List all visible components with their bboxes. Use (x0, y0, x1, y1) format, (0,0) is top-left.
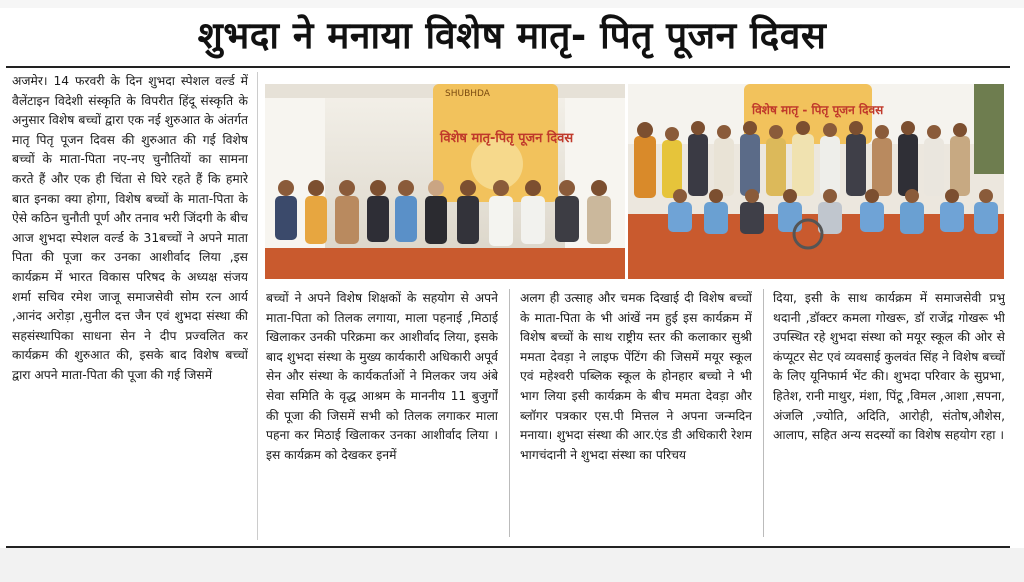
banner-text-2: विशेष मातृ - पितृ पूजन दिवस (752, 103, 884, 117)
event-photo-1-art (265, 84, 625, 279)
article-column-1-text: अजमेर। 14 फरवरी के दिन शुभदा स्पेशल वर्ल्ड में वैलेंटाइन विदेशी संस्कृति के विपरीत हिंदू संस्कृति के अनुसार विशेष बच्चों द्वारा एक नई शुरुआत के अंतर्गत मातृ पितृ पूजन दिवस की शुरुआत की गई विशेष बच्चों के माता-पिता नए-नए चुनौतियों का सामना करते हैं और एक ही चिंता से घिरे रहते हैं कि हमारे बात इनका क्या होगा, विशेष बच्चों के माता-पिता के ऐसे कठिन चुनौती पूर्ण और तनाव भरी जिंदगी के बीच आज शुभदा स्पेशल वर्ल्ड के 31बच्चों ने अपने माता पिता की पूजा कर उनका आशीर्वाद लिया ,इस कार्यक्रम में भारत विकास परिषद के अध्यक्ष संजय शर्मा सचिव रमेश जाजू समाजसेवी सोम रत्न आर्य ,आनंद अरोड़ा ,सुनील दत्त जैन एवं शुभदा संस्था की सहसंस्थापिका साधना सेन ने दीप प्रज्वलित कर कार्यक्रम की शुरुआत की, इसके बाद विशेष बच्चों द्वारा अपने माता-पिता की पूजा की गई जिसमें (12, 74, 248, 382)
event-photo-2-art (628, 84, 1004, 279)
article-column-2-text: बच्चों ने अपने विशेष शिक्षकों के सहयोग से अपने माता-पिता को तिलक लगाया, माला पहनाई ,मिठाई खिलाकर उनकी परिक्रमा कर आशीर्वाद लिया, इसके बाद शुभदा संस्था के मुख्य कार्यकारी अधिकारी अपूर्व सेन और संस्था के कार्यकर्ताओं ने मिलकर जय अंबे सेवा समिति के वृद्ध आश्रम के माननीय 11 बुजुर्गों की पूजा की जिसमें सभी को तिलक लगाकर माला पहना कर मिठाई खिलाकर उनका आशीर्वाद लिया । इस कार्यक्रम को देखकर इनमें (266, 291, 498, 462)
article-column-4-text: दिया, इसी के साथ कार्यक्रम में समाजसेवी प्रभु थदानी ,डॉक्टर कमला गोखरू, डॉ राजेंद्र गोखरू भी उपस्थित रहे शुभदा संस्था को मयूर स्कूल की ओर से कंप्यूटर सेट एवं व्यवसाई कुलवंत सिंह ने विशेष बच्चों के लिए यूनिफार्म भेंट की। शुभदा परिवार के सुप्रभा, हितेश, रानी माथुर, मंशा, पिंटू ,विमल ,आशा ,सपना, अंजलि ,ज्योति, अदिति, आरोही, संतोष,औशेस, आलाप, सहित अन्य सदस्यों का विशेष सहयोग रहा । (773, 291, 1005, 443)
article-column-4 (773, 289, 1005, 539)
headline: शुभदा ने मनाया विशेष मातृ- पितृ पूजन दिवस (197, 14, 827, 57)
footer-strip (0, 548, 1024, 582)
article-column-3 (520, 289, 752, 539)
article-column-1 (12, 72, 248, 542)
banner-text: विशेष मातृ-पितृ पूजन दिवस (440, 131, 574, 146)
event-photo-1 (265, 84, 625, 279)
headline-rule (6, 66, 1010, 68)
top-clipping-edge (0, 0, 1024, 8)
column-divider (763, 289, 764, 537)
banner-logo: SHUBHDA (445, 89, 490, 99)
article-column-2 (266, 289, 498, 539)
column-divider (509, 289, 510, 537)
article-column-3-text: अलग ही उत्साह और चमक दिखाई दी विशेष बच्चों के माता-पिता के भी आंखें नम हुई इस कार्यक्रम में विशेष बच्चों के साथ राष्ट्रीय स्तर की कलाकार सुश्री ममता देवड़ा ने लाइफ पेंटिंग की जिसमें मयूर स्कूल एवं महेश्वरी पब्लिक स्कूल के होनहार बच्चो ने भी भाग लिया इसी कार्यक्रम के बीच ममता देवड़ा और ब्लॉगर पत्रकार एस.पी मित्तल ने अपना जन्मदिन मनाया। शुभदा संस्था की आर.एंड डी अधिकारी रेशम भागचंदानी ने शुभदा संस्था का परिचय (520, 291, 752, 462)
event-photo-2 (628, 84, 1004, 279)
column-divider (257, 72, 258, 540)
